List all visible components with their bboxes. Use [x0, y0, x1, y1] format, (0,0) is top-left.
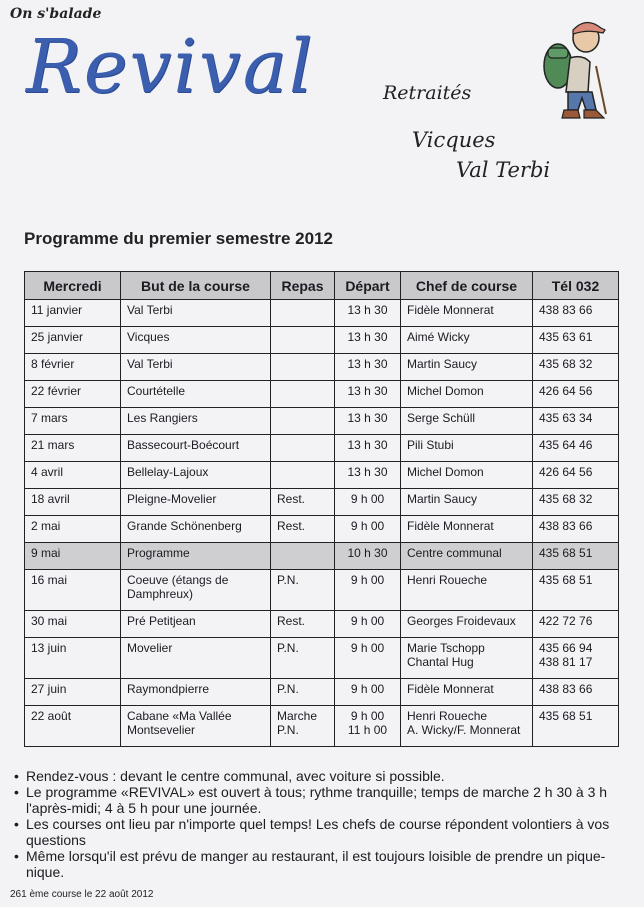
cell-phone: 435 68 51: [533, 706, 619, 747]
table-row: [25, 570, 619, 611]
table-row: [25, 381, 619, 408]
cell-meal: P.N.: [271, 638, 335, 679]
cell-meal: [271, 435, 335, 462]
cell-phone: 435 68 51: [533, 570, 619, 611]
table-row: [25, 354, 619, 381]
cell-departure: 13 h 30: [335, 462, 401, 489]
tagline: On s'balade: [10, 6, 102, 22]
location-line-2: Vicques: [412, 128, 496, 152]
footer-note: 261 ème course le 22 août 2012: [10, 889, 154, 900]
table-row: [25, 408, 619, 435]
cell-leader: Fidèle Monnerat: [401, 300, 533, 327]
hiker-icon: [540, 14, 614, 126]
table-row: [25, 300, 619, 327]
cell-line: Cabane «Ma Vallée: [127, 709, 232, 723]
cell-destination: Bellelay-Lajoux: [121, 462, 271, 489]
cell-line: Damphreux): [127, 587, 194, 601]
cell-destination: Raymondpierre: [121, 679, 271, 706]
cell-meal: Rest.: [271, 611, 335, 638]
table-row: [25, 706, 619, 747]
cell-leader: Fidèle Monnerat: [401, 679, 533, 706]
cell-destination: [121, 570, 271, 611]
cell-phone: 435 63 61: [533, 327, 619, 354]
cell-leader: Fidèle Monnerat: [401, 516, 533, 543]
cell-line: Montsevelier: [127, 723, 196, 737]
cell-departure: [335, 706, 401, 747]
cell-date: 7 mars: [25, 408, 121, 435]
cell-meal: P.N.: [271, 570, 335, 611]
cell-phone: 422 72 76: [533, 611, 619, 638]
cell-meal: [271, 354, 335, 381]
cell-date: 16 mai: [25, 570, 121, 611]
cell-departure: 9 h 00: [335, 679, 401, 706]
cell-departure: 9 h 00: [335, 611, 401, 638]
cell-destination: Pleigne-Movelier: [121, 489, 271, 516]
cell-date: 25 janvier: [25, 327, 121, 354]
cell-departure: 13 h 30: [335, 408, 401, 435]
cell-meal: Rest.: [271, 516, 335, 543]
program-table: [24, 271, 619, 747]
table-row: [25, 435, 619, 462]
note-item: • Les courses ont lieu par n'importe quel temps! Les chefs de course répondent volontiers à vos questions: [14, 816, 624, 848]
cell-date: 27 juin: [25, 679, 121, 706]
table-row: [25, 679, 619, 706]
cell-leader: Centre communal: [401, 543, 533, 570]
cell-line: 11 h 00: [347, 723, 388, 737]
cell-line: Marie Tschopp: [407, 641, 485, 655]
cell-phone: 438 83 66: [533, 300, 619, 327]
cell-phone: [533, 638, 619, 679]
cell-destination: Movelier: [121, 638, 271, 679]
cell-meal: [271, 462, 335, 489]
cell-destination: Grande Schönenberg: [121, 516, 271, 543]
cell-date: 13 juin: [25, 638, 121, 679]
table-header-row: [25, 272, 619, 300]
cell-destination: Bassecourt-Boécourt: [121, 435, 271, 462]
cell-phone: 435 64 46: [533, 435, 619, 462]
cell-leader: Pili Stubi: [401, 435, 533, 462]
location-line-3: Val Terbi: [456, 158, 551, 182]
cell-meal: [271, 706, 335, 747]
cell-line: 438 81 17: [539, 655, 593, 669]
cell-date: 11 janvier: [25, 300, 121, 327]
cell-destination: Programme: [121, 543, 271, 570]
cell-leader: Martin Saucy: [401, 489, 533, 516]
col-header-leader: Chef de course: [401, 272, 533, 300]
cell-destination: [121, 706, 271, 747]
cell-departure: 10 h 30: [335, 543, 401, 570]
table-row: [25, 489, 619, 516]
cell-line: Chantal Hug: [407, 655, 474, 669]
cell-meal: [271, 300, 335, 327]
note-item: • Le programme «REVIVAL» est ouvert à tous; rythme tranquille; temps de marche 2 h 30 à 3 h l'après-midi; 4 à 5 h pour une journée.: [14, 784, 624, 816]
cell-phone: 435 68 51: [533, 543, 619, 570]
table-row: [25, 611, 619, 638]
col-header-departure: Départ: [335, 272, 401, 300]
cell-phone: 435 68 32: [533, 489, 619, 516]
notes-list: [14, 768, 624, 880]
cell-destination: Pré Petitjean: [121, 611, 271, 638]
cell-phone: 438 83 66: [533, 516, 619, 543]
cell-leader: Martin Saucy: [401, 354, 533, 381]
table-row: [25, 462, 619, 489]
location-line-1: Retraités: [383, 82, 472, 104]
cell-departure: 9 h 00: [335, 489, 401, 516]
cell-departure: 13 h 30: [335, 327, 401, 354]
cell-phone: 438 83 66: [533, 679, 619, 706]
cell-line: Coeuve (étangs de: [127, 573, 229, 587]
cell-destination: Les Rangiers: [121, 408, 271, 435]
cell-leader: Michel Domon: [401, 462, 533, 489]
table-row: [25, 516, 619, 543]
cell-phone: 435 68 32: [533, 354, 619, 381]
cell-phone: 426 64 56: [533, 462, 619, 489]
cell-line: A. Wicky/F. Monnerat: [407, 723, 521, 737]
cell-leader: Serge Schüll: [401, 408, 533, 435]
cell-phone: 435 63 34: [533, 408, 619, 435]
cell-meal: [271, 327, 335, 354]
cell-departure: 13 h 30: [335, 300, 401, 327]
page-title: Programme du premier semestre 2012: [24, 229, 333, 248]
cell-meal: Rest.: [271, 489, 335, 516]
cell-departure: 9 h 00: [335, 570, 401, 611]
cell-destination: Val Terbi: [121, 354, 271, 381]
table-row: [25, 638, 619, 679]
col-header-phone: Tél 032: [533, 272, 619, 300]
cell-date: 22 février: [25, 381, 121, 408]
col-header-meal: Repas: [271, 272, 335, 300]
cell-leader: [401, 638, 533, 679]
brand-logo: Revival: [26, 24, 315, 110]
cell-meal: [271, 408, 335, 435]
cell-date: 18 avril: [25, 489, 121, 516]
cell-meal: P.N.: [271, 679, 335, 706]
cell-date: 30 mai: [25, 611, 121, 638]
cell-departure: 13 h 30: [335, 381, 401, 408]
cell-line: P.N.: [277, 723, 299, 737]
cell-date: 8 février: [25, 354, 121, 381]
cell-leader: Henri Roueche: [401, 570, 533, 611]
cell-date: 4 avril: [25, 462, 121, 489]
cell-destination: Courtételle: [121, 381, 271, 408]
cell-meal: [271, 381, 335, 408]
cell-date: 22 août: [25, 706, 121, 747]
cell-phone: 426 64 56: [533, 381, 619, 408]
cell-date: 21 mars: [25, 435, 121, 462]
cell-meal: [271, 543, 335, 570]
table-row-highlighted: [25, 543, 619, 570]
cell-date: 2 mai: [25, 516, 121, 543]
cell-leader: Aimé Wicky: [401, 327, 533, 354]
cell-departure: 13 h 30: [335, 354, 401, 381]
col-header-date: Mercredi: [25, 272, 121, 300]
cell-line: Henri Roueche: [407, 709, 488, 723]
cell-line: Marche: [277, 709, 318, 723]
table-row: [25, 327, 619, 354]
note-item: • Rendez-vous : devant le centre communal, avec voiture si possible.: [14, 768, 624, 784]
cell-departure: 9 h 00: [335, 638, 401, 679]
cell-line: 435 66 94: [539, 641, 593, 655]
cell-departure: 13 h 30: [335, 435, 401, 462]
cell-date: 9 mai: [25, 543, 121, 570]
cell-leader: Michel Domon: [401, 381, 533, 408]
cell-departure: 9 h 00: [335, 516, 401, 543]
cell-line: 9 h 00: [350, 709, 385, 723]
cell-leader: [401, 706, 533, 747]
col-header-destination: But de la course: [121, 272, 271, 300]
cell-destination: Vicques: [121, 327, 271, 354]
cell-destination: Val Terbi: [121, 300, 271, 327]
cell-leader: Georges Froidevaux: [401, 611, 533, 638]
note-item: • Même lorsqu'il est prévu de manger au restaurant, il est toujours loisible de prendre un pique-nique.: [14, 848, 624, 880]
